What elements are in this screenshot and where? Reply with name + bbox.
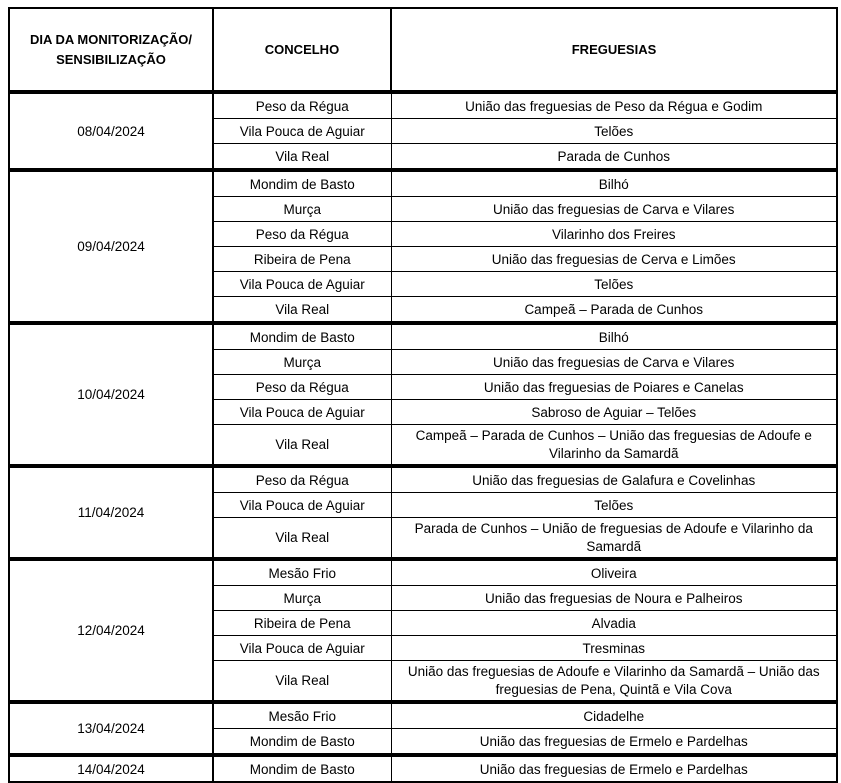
table-header bbox=[9, 8, 837, 92]
header-date-line2: SENSIBILIZAÇÃO bbox=[56, 51, 166, 67]
concelho-cell: Vila Pouca de Aguiar bbox=[213, 493, 391, 518]
concelho-cell: Murça bbox=[213, 197, 391, 222]
concelho-cell: Mondim de Basto bbox=[213, 170, 391, 197]
concelho-cell: Vila Pouca de Aguiar bbox=[213, 400, 391, 425]
date-group bbox=[9, 323, 837, 466]
freguesias-cell: Oliveira bbox=[391, 559, 837, 586]
header-row bbox=[9, 8, 837, 92]
freguesias-cell: União das freguesias de Ermelo e Pardelhas bbox=[391, 755, 837, 782]
concelho-cell: Vila Pouca de Aguiar bbox=[213, 272, 391, 297]
header-date-line1: DIA DA MONITORIZAÇÃO/ bbox=[29, 31, 192, 47]
date-cell: 08/04/2024 bbox=[9, 92, 213, 170]
freguesias-cell: União das freguesias de Adoufe e Vilarinho da Samardã – União das freguesias de Pena, Quintã e Vila Cova bbox=[391, 661, 837, 703]
concelho-cell: Murça bbox=[213, 586, 391, 611]
concelho-cell: Vila Real bbox=[213, 518, 391, 560]
concelho-cell: Mondim de Basto bbox=[213, 323, 391, 350]
table-row bbox=[9, 92, 837, 119]
table-row bbox=[9, 559, 837, 586]
concelho-cell: Ribeira de Pena bbox=[213, 247, 391, 272]
freguesias-cell: União das freguesias de Peso da Régua e Godim bbox=[391, 92, 837, 119]
freguesias-cell: União das freguesias de Ermelo e Pardelhas bbox=[391, 729, 837, 756]
concelho-cell: Mondim de Basto bbox=[213, 729, 391, 756]
date-cell: 10/04/2024 bbox=[9, 323, 213, 466]
freguesias-cell: Campeã – Parada de Cunhos – União das freguesias de Adoufe e Vilarinho da Samardã bbox=[391, 425, 837, 467]
concelho-cell: Vila Real bbox=[213, 144, 391, 171]
header-freguesias: FREGUESIAS bbox=[391, 8, 837, 92]
date-cell: 09/04/2024 bbox=[9, 170, 213, 323]
freguesias-cell: União das freguesias de Galafura e Covelinhas bbox=[391, 466, 837, 493]
date-cell: 13/04/2024 bbox=[9, 702, 213, 755]
date-cell: 12/04/2024 bbox=[9, 559, 213, 702]
date-group bbox=[9, 702, 837, 755]
date-group bbox=[9, 466, 837, 559]
concelho-cell: Peso da Régua bbox=[213, 466, 391, 493]
concelho-cell: Peso da Régua bbox=[213, 375, 391, 400]
freguesias-cell: Bilhó bbox=[391, 170, 837, 197]
freguesias-cell: Cidadelhe bbox=[391, 702, 837, 729]
freguesias-cell: União das freguesias de Noura e Palheiros bbox=[391, 586, 837, 611]
freguesias-cell: Parada de Cunhos bbox=[391, 144, 837, 171]
freguesias-cell: Sabroso de Aguiar – Telões bbox=[391, 400, 837, 425]
freguesias-cell: Alvadia bbox=[391, 611, 837, 636]
freguesias-cell: Telões bbox=[391, 119, 837, 144]
concelho-cell: Peso da Régua bbox=[213, 222, 391, 247]
table-row bbox=[9, 323, 837, 350]
date-group bbox=[9, 170, 837, 323]
table-row bbox=[9, 755, 837, 782]
freguesias-cell: Telões bbox=[391, 272, 837, 297]
concelho-cell: Mesão Frio bbox=[213, 702, 391, 729]
table-row bbox=[9, 170, 837, 197]
concelho-cell: Mesão Frio bbox=[213, 559, 391, 586]
concelho-cell: Mondim de Basto bbox=[213, 755, 391, 782]
freguesias-cell: Parada de Cunhos – União de freguesias de Adoufe e Vilarinho da Samardã bbox=[391, 518, 837, 560]
freguesias-cell: Telões bbox=[391, 493, 837, 518]
date-group bbox=[9, 755, 837, 782]
schedule-table bbox=[8, 7, 838, 783]
concelho-cell: Ribeira de Pena bbox=[213, 611, 391, 636]
date-cell: 11/04/2024 bbox=[9, 466, 213, 559]
freguesias-cell: União das freguesias de Carva e Vilares bbox=[391, 197, 837, 222]
date-group bbox=[9, 559, 837, 702]
table-row bbox=[9, 702, 837, 729]
date-group bbox=[9, 92, 837, 170]
date-cell: 14/04/2024 bbox=[9, 755, 213, 782]
concelho-cell: Vila Real bbox=[213, 297, 391, 324]
freguesias-cell: Vilarinho dos Freires bbox=[391, 222, 837, 247]
freguesias-cell: Campeã – Parada de Cunhos bbox=[391, 297, 837, 324]
concelho-cell: Peso da Régua bbox=[213, 92, 391, 119]
concelho-cell: Vila Pouca de Aguiar bbox=[213, 636, 391, 661]
concelho-cell: Vila Real bbox=[213, 425, 391, 467]
header-concelho: CONCELHO bbox=[213, 8, 391, 92]
freguesias-cell: Tresminas bbox=[391, 636, 837, 661]
freguesias-cell: União das freguesias de Poiares e Canelas bbox=[391, 375, 837, 400]
header-date bbox=[9, 8, 213, 92]
concelho-cell: Vila Pouca de Aguiar bbox=[213, 119, 391, 144]
table-row bbox=[9, 466, 837, 493]
freguesias-cell: Bilhó bbox=[391, 323, 837, 350]
concelho-cell: Murça bbox=[213, 350, 391, 375]
concelho-cell: Vila Real bbox=[213, 661, 391, 703]
freguesias-cell: União das freguesias de Cerva e Limões bbox=[391, 247, 837, 272]
freguesias-cell: União das freguesias de Carva e Vilares bbox=[391, 350, 837, 375]
